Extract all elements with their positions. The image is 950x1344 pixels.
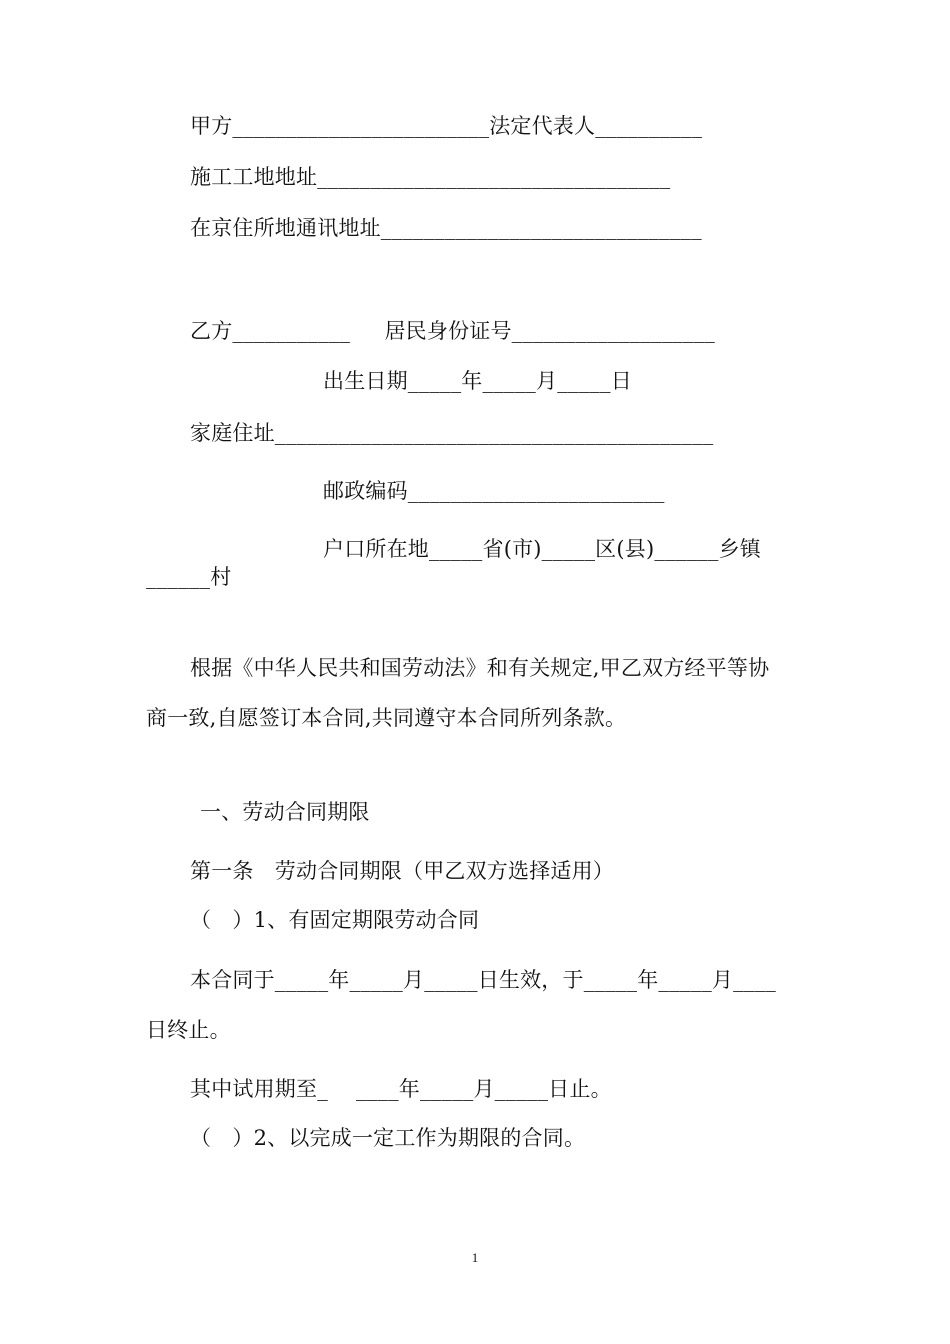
beijing-address-line: 在京住所地通讯地址______________________________ bbox=[190, 216, 702, 240]
article-1-title: 第一条 劳动合同期限（甲乙双方选择适用） bbox=[190, 859, 614, 883]
birth-date-line: 出生日期_____年_____月_____日 bbox=[323, 369, 632, 393]
term-dates-line: 本合同于_____年_____月_____日生效，于_____年_____月____ bbox=[190, 968, 776, 992]
option-1-line: （ ）1、有固定期限劳动合同 bbox=[190, 908, 480, 932]
preamble-line-1: 根据《中华人民共和国劳动法》和有关规定,甲乙双方经平等协 bbox=[190, 656, 770, 680]
home-address-line: 家庭住址_________________________________________ bbox=[190, 421, 714, 445]
page-number: 1 bbox=[471, 1250, 479, 1265]
section-heading: 一、劳动合同期限 bbox=[200, 800, 370, 824]
term-end-line: 日终止。 bbox=[146, 1018, 231, 1042]
party-a-line: 甲方________________________法定代表人__________ bbox=[190, 114, 703, 138]
party-b-line: 乙方___________ 居民身份证号___________________ bbox=[190, 319, 715, 343]
option-2-line: （ ）2、以完成一定工作为期限的合同。 bbox=[190, 1126, 586, 1150]
site-address-line: 施工工地地址_________________________________ bbox=[190, 165, 671, 189]
preamble-line-2: 商一致,自愿签订本合同,共同遵守本合同所列条款。 bbox=[146, 706, 627, 730]
household-registration-line: 户口所在地_____省(市)_____区(县)______乡镇 bbox=[323, 537, 761, 561]
village-line: ______村 bbox=[146, 565, 232, 589]
probation-line: 其中试用期至_ ____年_____月_____日止。 bbox=[190, 1077, 612, 1101]
postal-code-line: 邮政编码________________________ bbox=[323, 479, 665, 503]
